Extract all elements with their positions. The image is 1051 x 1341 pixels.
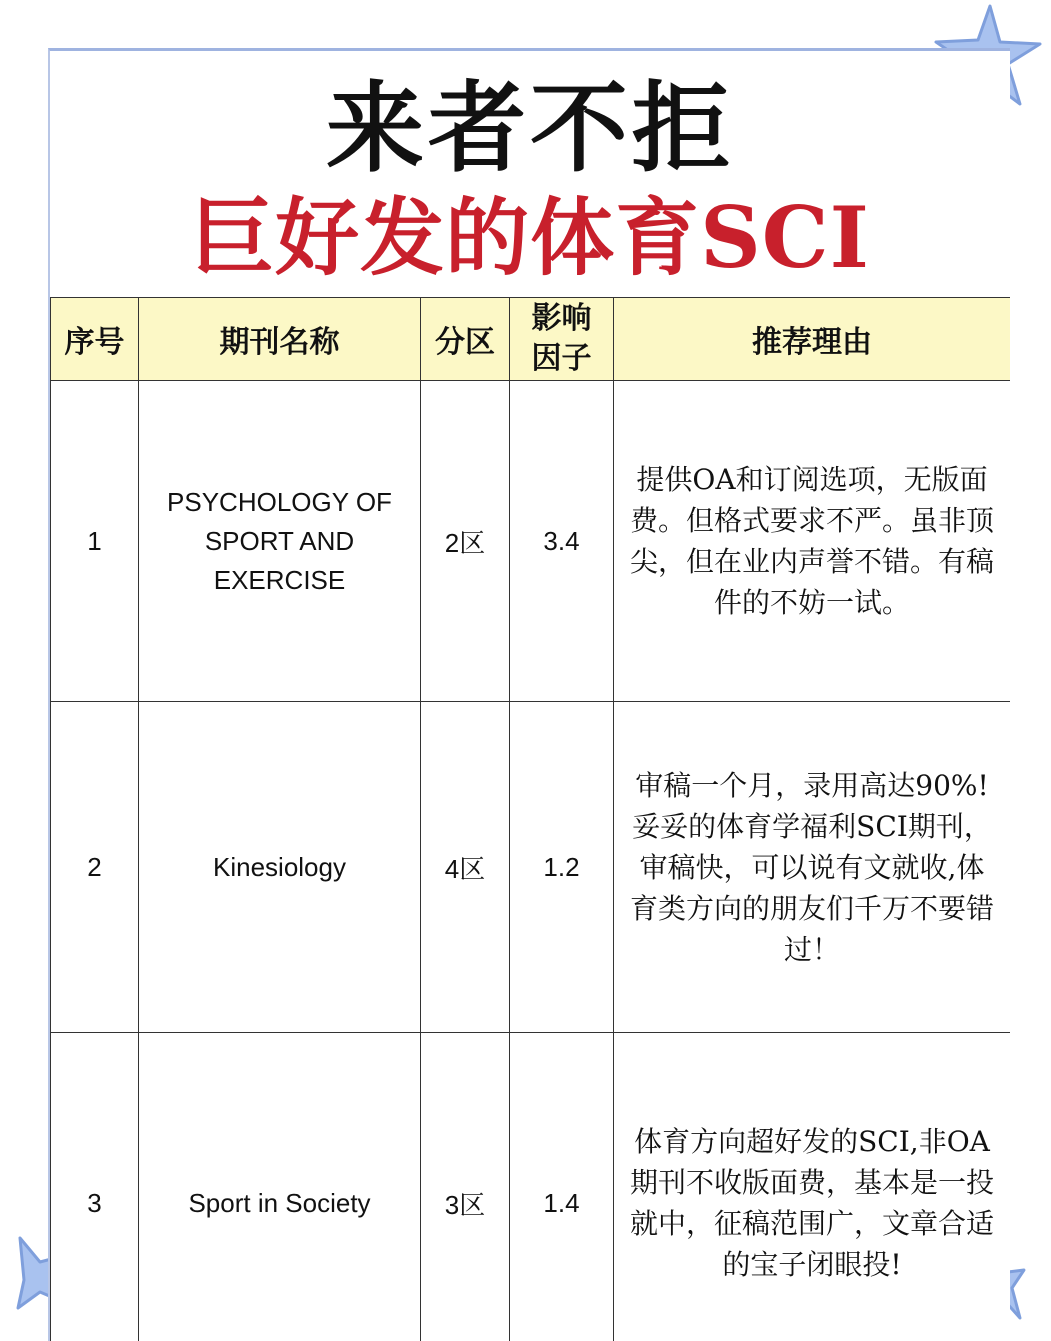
journal-card bbox=[48, 48, 1010, 1341]
journal-table bbox=[50, 297, 1010, 1341]
cell-no: 2 bbox=[51, 702, 139, 1033]
table-row bbox=[51, 1033, 1011, 1341]
header-no: 序号 bbox=[51, 298, 139, 381]
cell-name: PSYCHOLOGY OF SPORT AND EXERCISE bbox=[139, 381, 421, 702]
page-subtitle: 巨好发的体育SCI bbox=[50, 183, 1010, 293]
cell-name: Kinesiology bbox=[139, 702, 421, 1033]
table-header-row bbox=[51, 298, 1011, 381]
header-zone: 分区 bbox=[421, 298, 510, 381]
header-name: 期刊名称 bbox=[139, 298, 421, 381]
cell-zone: 2区 bbox=[421, 381, 510, 702]
cell-reason: 审稿一个月，录用高达90%!妥妥的体育学福利SCI期刊，审稿快，可以说有文就收,体育类方向的朋友们千万不要错过！ bbox=[614, 702, 1011, 1033]
cell-zone: 4区 bbox=[421, 702, 510, 1033]
page-title: 来者不拒 bbox=[50, 69, 1010, 189]
cell-reason: 体育方向超好发的SCI,非OA期刊不收版面费，基本是一投就中，征稿范围广，文章合适的宝子闭眼投! bbox=[614, 1033, 1011, 1341]
cell-reason: 提供OA和订阅选项，无版面费。但格式要求不严。虽非顶尖，但在业内声誉不错。有稿件的不妨一试。 bbox=[614, 381, 1011, 702]
cell-impact: 1.4 bbox=[510, 1033, 614, 1341]
cell-zone: 3区 bbox=[421, 1033, 510, 1341]
header-impact-line1: 影响 bbox=[510, 299, 613, 339]
cell-no: 3 bbox=[51, 1033, 139, 1341]
header-impact-line2: 因子 bbox=[510, 339, 613, 379]
cell-no: 1 bbox=[51, 381, 139, 702]
cell-impact: 1.2 bbox=[510, 702, 614, 1033]
header-reason: 推荐理由 bbox=[614, 298, 1011, 381]
table-row bbox=[51, 381, 1011, 702]
table-row bbox=[51, 702, 1011, 1033]
title-block bbox=[50, 51, 1010, 297]
header-impact bbox=[510, 298, 614, 381]
cell-impact: 3.4 bbox=[510, 381, 614, 702]
cell-name: Sport in Society bbox=[139, 1033, 421, 1341]
